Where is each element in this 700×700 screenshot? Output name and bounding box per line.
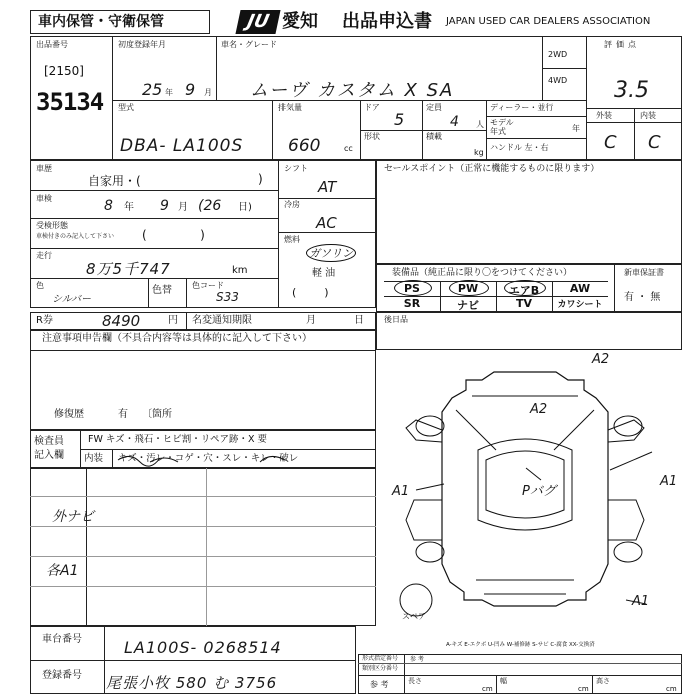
equip-aw: AW — [569, 282, 591, 295]
spare-label: スペア — [402, 612, 426, 621]
equip-ps-circle — [394, 280, 432, 296]
plate-value: 尾張小牧 580 む 3756 — [106, 674, 278, 692]
insp-month: 9 — [160, 198, 169, 214]
handle-label: ハンドル 左・右 — [490, 143, 549, 152]
fuel-paren: ( ) — [292, 286, 329, 299]
fuel-label: 燃料 — [284, 235, 300, 244]
mileage-value: 8万5千747 — [86, 260, 171, 278]
deadline-label: 名変通知期限 — [192, 315, 252, 326]
spec-ref-label-2: 参 考 — [410, 656, 424, 663]
spec-width-unit: cm — [578, 685, 589, 693]
receive-paren: ( ) — [142, 228, 205, 242]
sales-point-label: セールスポイント（正常に機能するものに限ります） — [384, 164, 600, 174]
color-label: 色 — [36, 281, 44, 290]
equip-ps: PS — [404, 282, 420, 295]
color-change-label: 色替 — [152, 285, 172, 296]
color-code-label: 色コード — [192, 281, 224, 290]
inspector-fw-row: FW キズ・飛石・ヒビ割・リペア跡・X 要 — [88, 434, 268, 445]
load-label: 積載 — [426, 132, 442, 141]
mark-a1-right: A1 — [660, 474, 678, 489]
spec-row1b: 類別区分番号 — [362, 665, 399, 672]
org-name: 愛知 — [282, 11, 318, 32]
deadline-month-unit: 月 — [306, 315, 316, 326]
ju-logo — [235, 10, 280, 34]
org-english: JAPAN USED CAR DEALERS ASSOCIATION — [446, 16, 651, 27]
lot-number: 35134 — [36, 88, 104, 116]
free-note-frame — [30, 468, 376, 626]
damage-legend: A-キズ E-エクボ U-凹み W-補修跡 S-サビ C-腐食 XX-交換済 — [446, 642, 595, 648]
warranty-value: 有 ・ 無 — [624, 292, 661, 303]
free-note-1: 外ナビ — [52, 509, 94, 525]
spec-length-label: 長さ — [408, 677, 422, 685]
equip-pw-circle — [449, 280, 489, 296]
lot-no-label: 出品番号 — [36, 40, 68, 49]
mileage-label: 走行 — [36, 251, 52, 260]
ju-logo-text: JU — [245, 11, 271, 32]
sales-point-frame — [376, 160, 682, 264]
interior-label: 内装 — [640, 111, 656, 120]
history-close: ) — [258, 172, 263, 186]
inspector-interior-row: キズ・汚レ・コゲ・穴・スレ・キレ・破レ — [118, 453, 299, 464]
equip-row2 — [384, 297, 608, 313]
color-value: シルバー — [52, 294, 92, 305]
equip-sr: SR — [403, 297, 421, 310]
recycle-unit: 円 — [168, 315, 178, 326]
free-note-2: 各A1 — [46, 563, 79, 579]
equip-airbag-circle — [504, 280, 546, 296]
exterior-value: C — [604, 132, 617, 153]
color-code-value: S33 — [216, 290, 239, 304]
door-label: ドア — [364, 103, 380, 112]
mark-a1-left: A1 — [392, 484, 410, 499]
receive-note: 車検付きのみ記入して下さい — [36, 233, 115, 240]
mark-pbag: Pバグ — [522, 484, 556, 499]
reg-month: 9 — [185, 80, 196, 99]
car-name-label: 車名・グレード — [221, 40, 277, 49]
recycle-label: R券 — [36, 315, 53, 326]
interior-value: C — [648, 132, 661, 153]
capacity-unit: 人 — [476, 120, 484, 129]
model-value: DBA- LA100S — [120, 136, 244, 156]
spec-width-label: 幅 — [500, 677, 507, 685]
displacement-label: 排気量 — [278, 103, 302, 112]
cooler-value: AC — [316, 214, 337, 232]
inspector-label-bottom: 記入欄 — [34, 450, 64, 461]
model-label: 型式 — [118, 103, 134, 112]
mark-a2-roof: A2 — [530, 402, 548, 417]
reg-month-unit: 月 — [204, 88, 212, 97]
spec-ref-label: 参 考 — [370, 680, 389, 689]
equip-leather: カワシート — [557, 300, 603, 310]
spec-height-unit: cm — [666, 685, 677, 693]
first-reg-label: 初度登録年月 — [118, 40, 166, 49]
equip-pw: PW — [457, 282, 479, 295]
exterior-label: 外装 — [596, 111, 612, 120]
displacement-value: 660 — [288, 136, 321, 156]
spec-table-frame — [358, 654, 682, 694]
car-name-value: ムーヴ カスタム X SA — [250, 80, 455, 101]
mark-a1-bottom-right: A1 — [632, 594, 650, 609]
shape-label: 形状 — [364, 132, 380, 141]
history-label: 車歴 — [36, 164, 52, 173]
rating-score: 3.5 — [614, 78, 649, 103]
mileage-unit: km — [232, 265, 248, 276]
repair-value: 有 — [118, 409, 128, 420]
insp-day-unit: 日) — [238, 202, 252, 213]
spec-row1: 形式指定番号 — [362, 655, 399, 662]
equip-airbag: エアB — [508, 284, 540, 297]
drive-4wd: 4WD — [548, 76, 568, 85]
inspection-label: 車検 — [36, 194, 52, 203]
insp-day: (26 — [198, 198, 222, 214]
cooler-label: 冷房 — [284, 200, 300, 209]
reg-year-unit: 年 — [165, 88, 173, 97]
plate-label: 登録番号 — [42, 670, 82, 681]
history-value: 自家用・( — [88, 174, 141, 188]
after-day-label: 後日品 — [384, 315, 408, 324]
drive-2wd: 2WD — [548, 50, 568, 59]
spec-height-label: 高さ — [596, 677, 610, 685]
repair-label: 修復歴 — [54, 409, 84, 420]
inspector-interior-label: 内装 — [84, 453, 104, 464]
recycle-value: 8490 — [102, 312, 141, 330]
inspector-label-top: 検査員 — [34, 436, 64, 447]
interior-strikes — [110, 450, 290, 468]
displacement-unit: cc — [344, 144, 353, 153]
door-value: 5 — [394, 110, 405, 129]
capacity-value: 4 — [450, 114, 459, 130]
after-day-frame — [376, 312, 682, 350]
deadline-day-unit: 日 — [354, 315, 364, 326]
notes-label: 注意事項申告欄（不具合内容等は具体的に記入して下さい） — [42, 333, 312, 344]
receive-label: 受検形態 — [36, 221, 68, 230]
form-title: 出品申込書 — [342, 11, 432, 32]
reg-year: 25 — [142, 80, 163, 99]
chassis-value: LA100S- 0268514 — [124, 638, 282, 657]
spec-length-unit: cm — [482, 685, 493, 693]
lot-code: [2150] — [44, 64, 84, 78]
fuel-diesel: 軽 油 — [312, 268, 336, 279]
warranty-label: 新車保証書 — [624, 268, 664, 277]
equip-navi: ナビ — [457, 299, 479, 312]
storage-label: 車内保管・守衛保管 — [38, 14, 164, 30]
insp-month-unit: 月 — [178, 202, 188, 213]
shift-value: AT — [318, 178, 337, 196]
mark-a2-top: A2 — [592, 352, 610, 367]
insp-year: 8 — [104, 198, 113, 214]
model-year-unit: 年 — [572, 124, 580, 133]
rating-label: 評価点 — [604, 40, 640, 49]
insp-year-unit: 年 — [124, 202, 134, 213]
equipment-label: 装備品（純正品に限り〇をつけてください） — [392, 268, 573, 278]
dealer-label: ディーラー・並行 — [490, 103, 554, 112]
capacity-label: 定員 — [426, 103, 442, 112]
fuel-gasoline: ガソリン — [306, 244, 356, 262]
chassis-label: 車台番号 — [42, 634, 82, 645]
repair-location: 〔箇所 — [142, 409, 172, 420]
model-year-label: モデル 年式 — [490, 118, 514, 136]
shift-label: シフト — [284, 164, 308, 173]
equip-tv: TV — [515, 297, 533, 310]
load-unit: kg — [474, 148, 484, 157]
